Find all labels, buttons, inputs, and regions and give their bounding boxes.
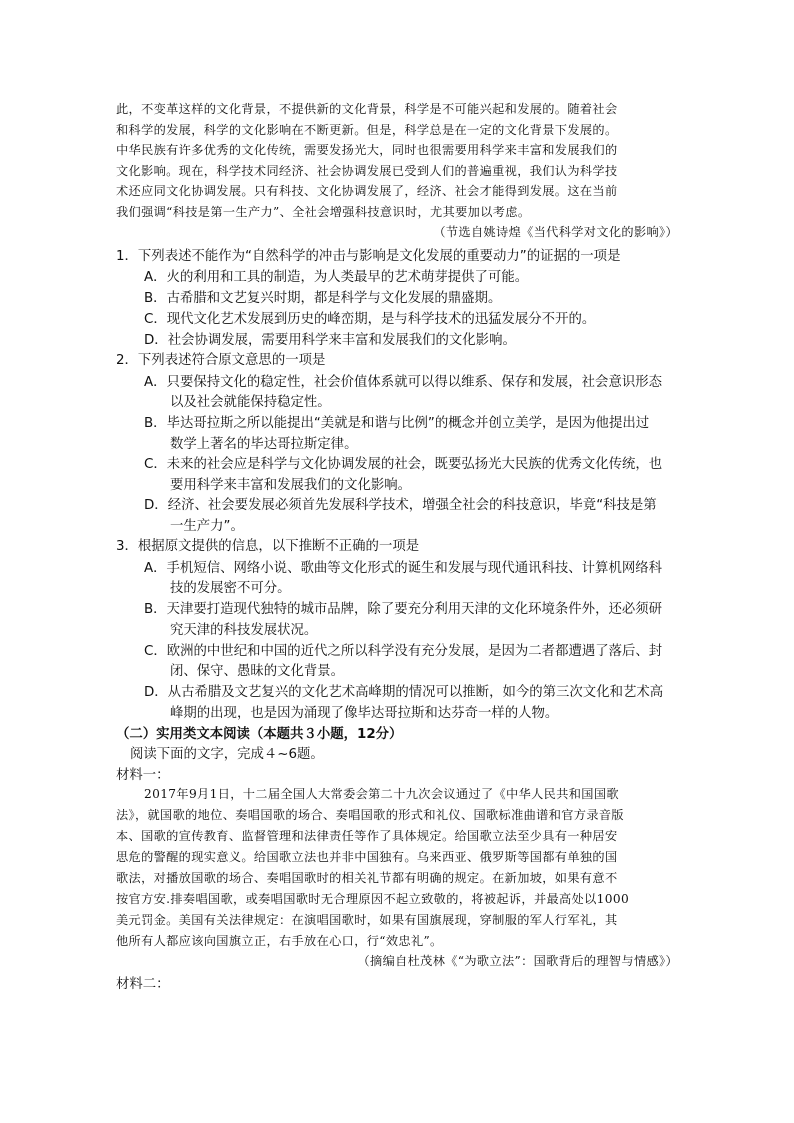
option-b: B．天津要打造现代独特的城市品牌，除了要充分利用天津的文化环境条件外，还必须研: [144, 602, 663, 617]
passage-line: 我们强调“科技是第一生产力”、全社会增强科技意识时，尤其要加以考虑。: [116, 205, 531, 219]
material-line: 法》，就国歌的地位、奏唱国歌的场合、奏唱国歌的形式和礼仪、国歌标准曲谱和官方录音版: [116, 808, 624, 822]
material-line: 本、国歌的宣传教育、监督管理和法律责任等作了具体规定。给国歌立法至少具有一种居安: [116, 829, 618, 843]
option-b-cont: 数学上著名的毕达哥拉斯定律。: [170, 437, 358, 452]
material-source: （摘编自杜茂林《“为歌立法”：国歌背后的理智与情感》）: [357, 954, 678, 968]
passage-line: 和科学的发展，科学的文化影响在不断更新。但是，科学总是在一定的文化背景下发展的。: [116, 123, 618, 137]
material-line: 美元罚金。美国有关法律规定：在演唱国歌时，如果有国旗展现，穿制服的军人行军礼，其: [116, 913, 618, 927]
material-line: 思危的警醒的现实意义。给国歌立法也并非中国独有。乌来西亚、俄罗斯等国都有单独的国: [116, 850, 618, 864]
option-a: A．火的利用和工具的制造，为人类最早的艺术萌芽提供了可能。: [144, 270, 529, 285]
option-c: C．未来的社会应是科学与文化协调发展的社会，既要弘扬光大民族的优秀文化传统，也: [144, 457, 663, 472]
material-label: 材料一：: [116, 768, 170, 783]
option-d-cont: 一生产力”。: [170, 519, 244, 534]
option-d-cont: 峰期的出现，也是因为涌现了像毕达哥拉斯和达芬奇一样的人物。: [170, 706, 559, 721]
option-a: A．只要保持文化的稳定性，社会价值体系就可以得以维系、保存和发展，社会意识形态: [144, 375, 663, 390]
question-stem: 2．下列表述符合原文意思的一项是: [116, 353, 326, 368]
option-c: C．现代文化艺术发展到历史的峰峦期，是与科学技术的迅猛发展分不开的。: [144, 312, 596, 327]
option-c: C．欧洲的中世纪和中国的近代之所以科学没有充分发展，是因为二者都遭遇了落后、封: [144, 644, 663, 659]
option-d: D．经济、社会要发展必须首先发展科学技术，增强全社会的科技意识，毕竟“科技是第: [144, 498, 657, 513]
option-d: D．从古希腊及文艺复兴的文化艺术高峰期的情况可以推断，如今的第三次文化和艺术高: [144, 685, 664, 700]
option-a-cont: 以及社会就能保持稳定性。: [170, 395, 331, 410]
option-a-cont: 技的发展密不可分。: [170, 581, 291, 596]
material-line: 2017年9月1日，十二届全国人大常委会第二十九次会议通过了《中华人民共和国国歌: [144, 787, 619, 801]
option-b: B．毕达哥拉斯之所以能提出“美就是和谐与比例”的概念并创立美学，是因为他提出过: [144, 416, 650, 431]
question-stem: 1．下列表述不能作为“自然科学的冲击与影响是文化发展的重要动力”的证据的一项是: [116, 249, 621, 264]
question-stem: 3．根据原文提供的信息，以下推断不正确的一项是: [116, 539, 420, 554]
material-line: 按官方安.排奏唱国歌，或奏唱国歌时无合理原因不起立致敬的，将被起诉，并最高处以1000: [116, 892, 630, 906]
option-c-cont: 闭、保守、愚昧的文化背景。: [170, 664, 345, 679]
option-b-cont: 究天津的科技发展状况。: [170, 623, 318, 638]
option-d: D．社会协调发展，需要用科学来丰富和发展我们的文化影响。: [144, 333, 516, 348]
passage-line: 文化影响。现在，科学技术同经济、社会协调发展已受到人们的普遍重视，我们认为科学技: [116, 164, 618, 178]
passage-line: 术还应同文化协调发展。只有科技、文化协调发展了，经济、社会才能得到发展。这在当前: [116, 184, 618, 198]
passage-line: 此，不变革这样的文化背景，不提供新的文化背景，科学是不可能兴起和发展的。随着社会: [116, 102, 618, 116]
section-heading: （二）实用类文本阅读（本题共３小题，12分）: [116, 727, 403, 742]
option-c-cont: 要用科学来丰富和发展我们的文化影响。: [170, 478, 412, 493]
material-line: 他所有人都应该向国旗立正，右手放在心口，行“效忠礼”。: [116, 934, 443, 948]
option-a: A．手机短信、网络小说、歌曲等文化形式的诞生和发展与现代通讯科技、计算机网络科: [144, 561, 663, 576]
passage-source: （节选自姚诗煌《当代科学对文化的影响》）: [433, 225, 678, 239]
material-label: 材料二：: [116, 977, 170, 992]
passage-line: 中华民族有许多优秀的文化传统，需要发扬光大，同时也很需要用科学来丰富和发展我们的: [116, 143, 618, 157]
option-b: B．古希腊和文艺复兴时期，都是科学与文化发展的鼎盛期。: [144, 291, 502, 306]
material-line: 歌法，对播放国歌的场合、奏唱国歌时的相关礼节都有明确的规定。在新加坡，如果有意不: [116, 871, 618, 885]
section-instruction: 阅读下面的文字，完成４~6题。: [130, 747, 324, 762]
